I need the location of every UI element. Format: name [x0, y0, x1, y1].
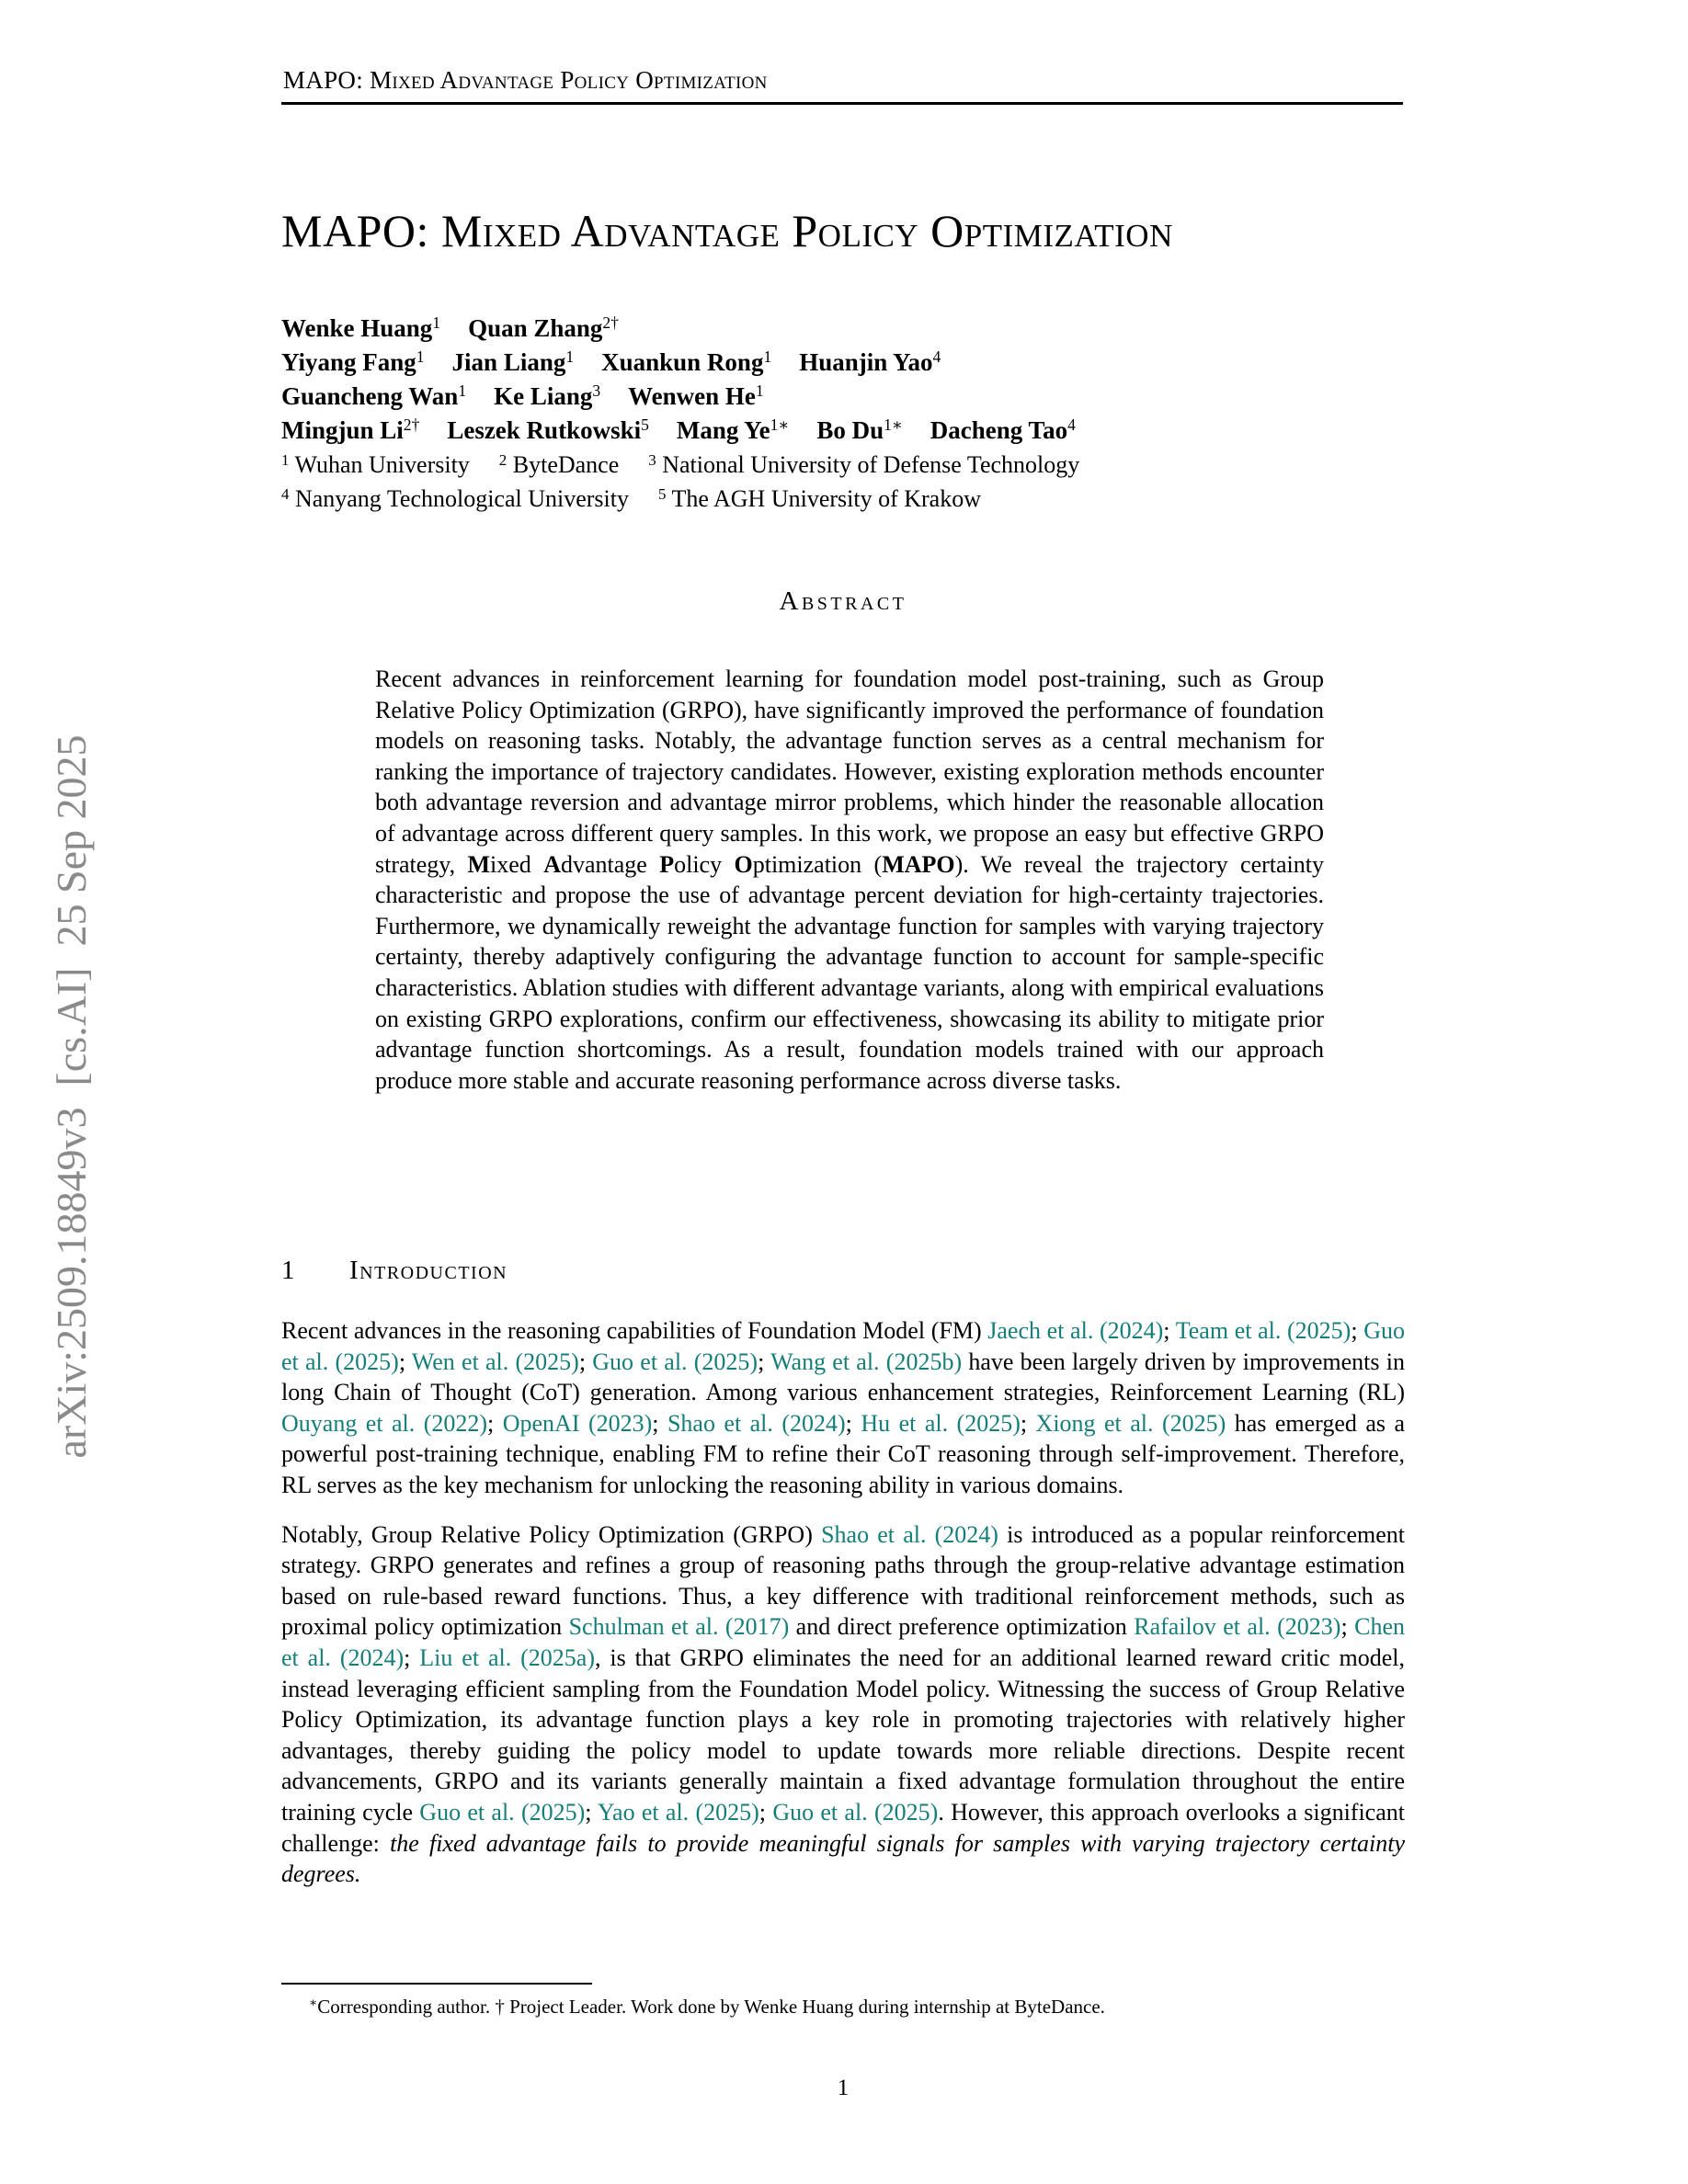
text-segment: Recent advances in reinforcement learning for foundation model post-training, such as Group Relative Policy Optimization (GRPO), have significantly improved the performance of foundation models on reasoning tasks. Notably, the advantage function serves as a central mechanism for ranking the importance of trajectory candidates. However, existing exploration methods encounter both advantage reversion and advantage mirror problems, which hinder the reasonable allocation of advantage across different query samples. In this work, we propose an easy but effective GRPO strategy,	[375, 665, 1324, 878]
author-affiliation-superscript: 5	[641, 415, 649, 435]
affiliation: $^1$ Wuhan University	[281, 450, 470, 478]
author-affiliation-superscript: 1∗	[884, 415, 903, 435]
text-segment: ;	[578, 1348, 593, 1375]
affiliation-line	[281, 448, 1421, 482]
text-segment: ptimization (	[752, 850, 883, 878]
citation-link[interactable]: Shao et al. (2024)	[821, 1520, 998, 1548]
author-name: Leszek Rutkowski$^5$	[447, 415, 649, 444]
author-name: Wenwen He$^1$	[628, 381, 764, 410]
affiliation-superscript: 4	[281, 484, 290, 503]
citation-link[interactable]: Schulman et al. (2017)	[568, 1613, 790, 1641]
footnote-text: Corresponding author. † Project Leader. Work done by Wenke Huang during internship at ByteDance.	[317, 1996, 1105, 2018]
citation-link[interactable]: Shao et al. (2024)	[667, 1409, 846, 1437]
running-title: MAPO: Mixed Advantage Policy Optimization	[283, 66, 768, 94]
section-heading	[281, 1256, 1405, 1286]
author-affiliation-superscript: 1	[755, 381, 764, 401]
footnote	[281, 1995, 1412, 2019]
author-affiliation-superscript: 3	[592, 381, 601, 401]
author-affiliation-superscript: 1	[458, 381, 467, 401]
footnote-rule	[281, 1983, 592, 1985]
text-segment: A	[543, 850, 561, 878]
text-segment: ;	[1163, 1317, 1176, 1344]
introduction-section	[281, 1256, 1405, 1908]
text-segment: ;	[404, 1644, 420, 1671]
affiliation: $^2$ ByteDance	[498, 450, 620, 478]
citation-link[interactable]: Jaech et al. (2024)	[987, 1317, 1164, 1344]
citation-link[interactable]: OpenAI (2023)	[502, 1409, 653, 1437]
text-segment: Notably, Group Relative Policy Optimization (GRPO)	[281, 1520, 822, 1548]
author-line	[281, 380, 1421, 414]
text-segment: ;	[758, 1348, 771, 1375]
abstract-heading: Abstract	[779, 586, 907, 616]
text-segment: Recent advances in the reasoning capabilities of Foundation Model (FM)	[281, 1317, 988, 1344]
footnote-marker: ∗	[309, 1996, 318, 2010]
citation-link[interactable]: Rafailov et al. (2023)	[1134, 1613, 1341, 1641]
author-affiliation-superscript: 1	[763, 347, 772, 367]
paper-title: MAPO: Mixed Advantage Policy Optimization	[281, 205, 1173, 256]
text-segment: is introduced as a popular reinforcement strategy. GRPO generates and refines a group of reasoning paths through the group-relative advantage estimation based on rule-based reward functions. Thus, a key difference with traditional reinforcement methods, such as proximal policy optimization	[281, 1520, 1406, 1641]
text-segment: M	[467, 850, 491, 878]
citation-link[interactable]: Team et al. (2025)	[1175, 1317, 1352, 1344]
text-segment: ;	[1020, 1409, 1036, 1437]
text-segment: olicy	[674, 850, 735, 878]
author-name: Yiyang Fang$^1$	[281, 347, 425, 376]
citation-link[interactable]: Ouyang et al. (2022)	[281, 1409, 488, 1437]
author-name: Guancheng Wan$^1$	[281, 381, 467, 410]
affiliation: $^4$ Nanyang Technological University	[281, 484, 630, 512]
author-block	[281, 312, 1421, 516]
citation-link[interactable]: Chen et al. (2024)	[281, 1613, 1405, 1671]
citation-link[interactable]: Wen et al. (2025)	[411, 1348, 579, 1375]
author-affiliation-superscript: 4	[932, 347, 941, 367]
affiliation-line	[281, 482, 1421, 516]
affiliation: $^3$ National University of Defense Technology	[648, 450, 1080, 478]
citation-link[interactable]: Guo et al. (2025)	[419, 1798, 586, 1826]
text-segment: have been largely driven by improvements in long Chain of Thought (CoT) generation. Among various enhancement strategies, Reinforcement Learning (RL)	[281, 1348, 1405, 1406]
text-segment: ;	[1340, 1613, 1355, 1641]
intro-paragraph-1	[281, 1315, 1405, 1501]
text-segment: and direct preference optimization	[789, 1613, 1135, 1641]
author-name: Ke Liang$^3$	[494, 381, 601, 410]
author-line	[281, 414, 1421, 448]
text-segment: ;	[487, 1409, 503, 1437]
author-affiliation-superscript: 4	[1067, 415, 1076, 435]
text-segment: ;	[845, 1409, 861, 1437]
citation-link[interactable]: Guo et al. (2025)	[281, 1317, 1405, 1375]
author-line	[281, 346, 1421, 380]
section-number: 1	[281, 1256, 295, 1285]
citation-link[interactable]: Guo et al. (2025)	[592, 1348, 758, 1375]
author-name: Wenke Huang$^1$	[281, 313, 441, 342]
author-name: Dacheng Tao$^4$	[930, 415, 1076, 444]
author-name: Xuankun Rong$^1$	[601, 347, 772, 376]
affiliation-superscript: 2	[498, 450, 508, 469]
text-segment: dvantage	[560, 850, 660, 878]
text-segment: ;	[1351, 1317, 1364, 1344]
author-affiliation-superscript: 1	[565, 347, 575, 367]
text-segment: ). We reveal the trajectory certainty characteristic and propose the use of advantage percent deviation for high-certainty trajectories. Furthermore, we dynamically reweight the advantage function for samples with varying trajectory certainty, thereby adaptively configuring the advantage function to account for sample-specific characteristics. Ablation studies with different advantage variants, along with empirical evaluations on existing GRPO explorations, confirm our effectiveness, showcasing its ability to mitigate prior advantage function shortcomings. As a result, foundation models trained with our approach produce more stable and accurate reasoning performance across diverse tasks.	[375, 850, 1325, 1094]
text-segment: ;	[585, 1798, 598, 1826]
text-segment: MAPO	[882, 850, 955, 878]
text-segment: ;	[652, 1409, 667, 1437]
author-line	[281, 312, 1421, 346]
author-name: Jian Liang$^1$	[451, 347, 575, 376]
affiliation-superscript: 3	[648, 450, 656, 469]
text-segment: ;	[758, 1798, 773, 1826]
author-affiliation-superscript: 2†	[403, 415, 420, 435]
author-name: Bo $Du^{1∗}$	[816, 415, 903, 444]
section-title: Introduction	[349, 1256, 508, 1285]
text-segment: the fixed advantage fails to provide meaningful signals for samples with varying trajectory certainty degrees.	[281, 1829, 1405, 1888]
author-affiliation-superscript: 1	[416, 347, 425, 367]
text-segment: O	[734, 850, 753, 878]
page-number: 1	[837, 2076, 850, 2100]
abstract-text	[375, 664, 1324, 1096]
citation-link[interactable]: Hu et al. (2025)	[861, 1409, 1021, 1437]
author-name: Quan Zhang$^{2\dagger}$	[468, 313, 619, 342]
arxiv-watermark: arXiv:2509.18849v3 [cs.AI] 25 Sep 2025	[48, 734, 95, 1459]
author-name: Huanjin Yao$^4$	[799, 347, 941, 376]
text-segment: ixed	[490, 850, 544, 878]
text-segment: ;	[398, 1348, 412, 1375]
affiliation-superscript: 1	[281, 450, 290, 469]
author-affiliation-superscript: 1∗	[770, 415, 790, 435]
header-rule	[281, 102, 1403, 105]
text-segment: P	[659, 850, 675, 878]
text-segment: , is that GRPO eliminates the need for an additional learned reward critic model, instead leveraging efficient sampling from the Foundation Model policy. Witnessing the success of Group Relative Policy Optimization, its advantage function plays a key role in promoting trajectories with relatively higher advantages, thereby guiding the policy model to update towards more reliable directions. Despite recent advancements, GRPO and its variants generally maintain a fixed advantage formulation throughout the entire training cycle	[281, 1644, 1405, 1826]
citation-link[interactable]: Xiong et al. (2025)	[1035, 1409, 1226, 1437]
affiliation: $^5$ The AGH University of Krakow	[658, 484, 981, 512]
author-name: Mingjun $Li^{2\dagger}$	[281, 415, 420, 444]
author-affiliation-superscript: 1	[432, 313, 441, 333]
citation-link[interactable]: Guo et al. (2025)	[772, 1798, 939, 1826]
intro-paragraph-2	[281, 1519, 1405, 1890]
text-segment: has emerged as a powerful post-training technique, enabling FM to refine their CoT reasoning through self-improvement. Therefore, RL serves as the key mechanism for unlocking the reasoning ability in various domains.	[281, 1409, 1405, 1498]
citation-link[interactable]: Yao et al. (2025)	[597, 1798, 759, 1826]
text-segment: . However, this approach overlooks a significant challenge:	[281, 1798, 1405, 1857]
author-name: Mang $Ye^{1∗}$	[676, 415, 790, 444]
author-affiliation-superscript: 2†	[602, 313, 619, 333]
citation-link[interactable]: Wang et al. (2025b)	[770, 1348, 963, 1375]
citation-link[interactable]: Liu et al. (2025a)	[419, 1644, 595, 1671]
affiliation-superscript: 5	[658, 484, 667, 503]
